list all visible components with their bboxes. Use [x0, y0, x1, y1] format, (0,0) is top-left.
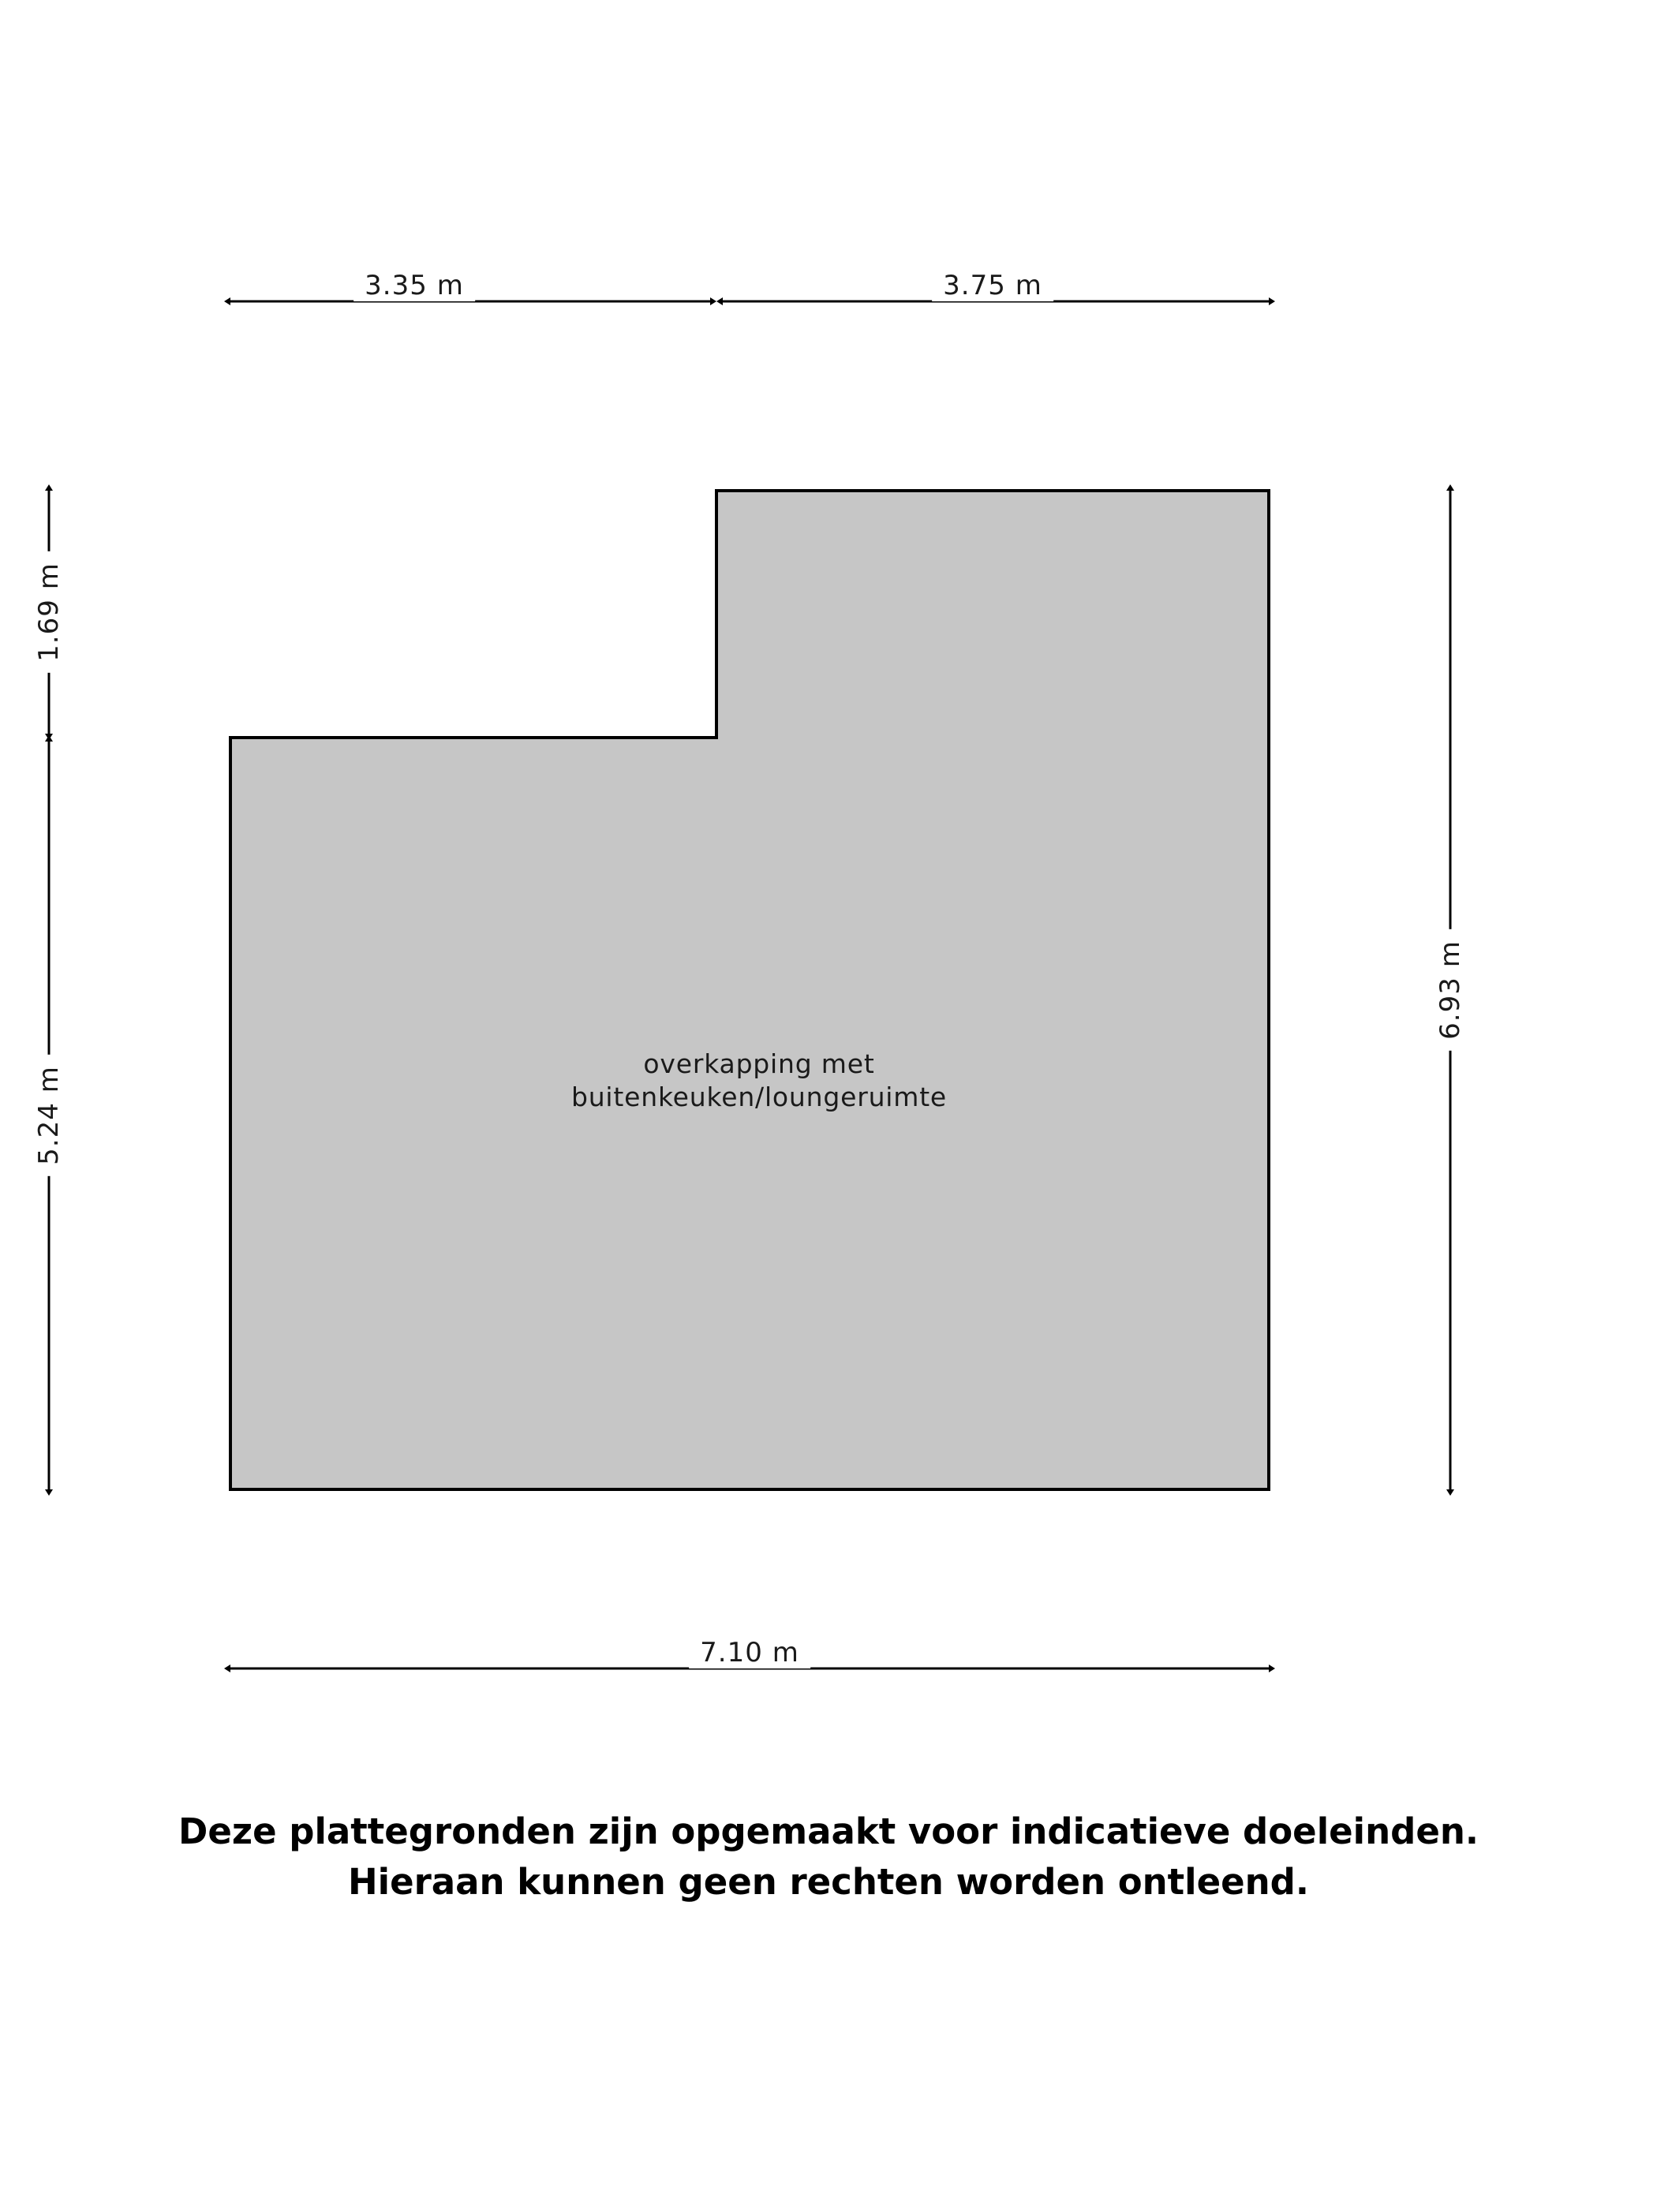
disclaimer-text	[0, 1807, 1657, 1907]
disclaimer-line-1: Deze plattegronden zijn opgemaakt voor indicatieve doeleinden.	[178, 1810, 1479, 1852]
dimension-label-left-lower: 5.24 m	[33, 1055, 65, 1176]
room-label-line-2: buitenkeuken/loungeruimte	[570, 1082, 948, 1112]
dimension-label-top-left: 3.35 m	[353, 270, 475, 301]
room-label-line-1: overkapping met	[643, 1048, 875, 1079]
dimension-label-top-right: 3.75 m	[932, 270, 1053, 301]
disclaimer-line-2: Hieraan kunnen geen rechten worden ontleend.	[348, 1860, 1309, 1903]
dimension-label-left-upper: 1.69 m	[33, 551, 65, 673]
dimension-label-right-full: 6.93 m	[1434, 929, 1466, 1051]
room-label-overkapping	[571, 1048, 947, 1114]
room-outline-overkapping	[230, 491, 1269, 1489]
dimension-label-bottom-full: 7.10 m	[689, 1637, 810, 1668]
